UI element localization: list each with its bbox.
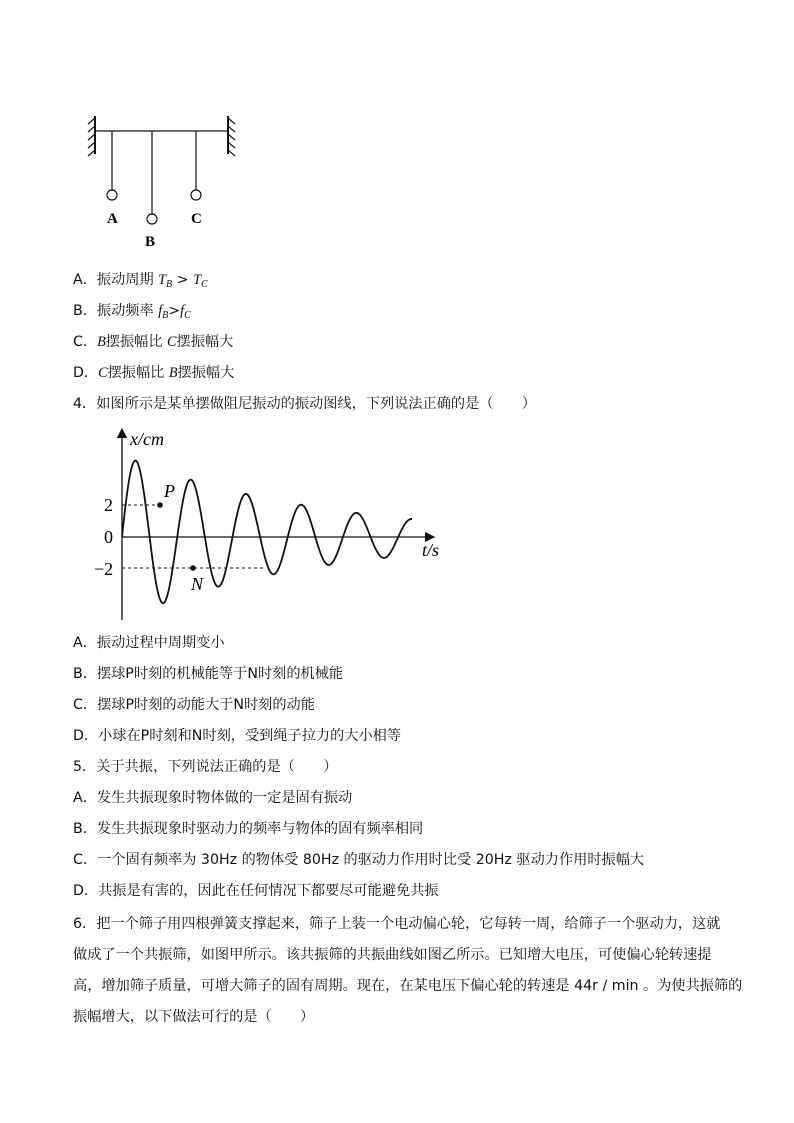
tick-label-zero: 0: [104, 527, 113, 547]
q5-option-a: A．发生共振现象时物体做的一定是固有振动: [73, 790, 353, 806]
q6-line-4: 振幅增大，以下做法可行的是（ ）: [73, 1009, 315, 1025]
pendulum-label-b: B: [145, 234, 156, 250]
q4-option-d: D．小球在P时刻和N时刻，受到绳子拉力的大小相等: [73, 728, 402, 744]
q6-line-3: 高，增加筛子质量，可增大筛子的固有周期。现在，在某电压下偏心轮的转速是 44r / min 。为使共振筛的: [73, 978, 743, 994]
q5-stem: 5．关于共振，下列说法正确的是（ ）: [73, 759, 338, 775]
pendulum-label-a: A: [107, 211, 118, 227]
tick-label-pos: 2: [104, 495, 113, 515]
y-axis-label: x/cm: [130, 429, 164, 449]
q3-option-a: A．振动周期 $T_B > T_C$: [73, 272, 208, 290]
q6-line-1: 6．把一个筛子用四根弹簧支撑起来，筛子上装一个电动偏心轮，它每转一周，给筛子一个驱动力，这就: [73, 916, 721, 932]
q6-line-2: 做成了一个共振筛，如图甲所示。该共振筛的共振曲线如图乙所示。已知增大电压，可使偏心轮转速提: [73, 947, 712, 963]
q4-option-b: B．摆球P时刻的机械能等于N时刻的机械能: [73, 666, 344, 682]
point-p-marker: [157, 502, 163, 508]
q4-stem: 4．如图所示是某单摆做阻尼振动的振动图线，下列说法正确的是（ ）: [73, 396, 537, 412]
point-n-label: N: [191, 574, 204, 594]
point-n-marker: [190, 565, 196, 571]
q4-option-a: A．振动过程中周期变小: [73, 635, 225, 651]
q3-option-c: C．B摆振幅比 C摆振幅大: [73, 334, 234, 350]
q5-option-d: D．共振是有害的，因此在任何情况下都要尽可能避免共振: [73, 883, 439, 899]
damped-oscillation-graph: [94, 425, 460, 625]
x-axis-label: t/s: [422, 540, 440, 560]
q3-option-b: B．振动频率 $f_B>f_C$: [73, 303, 191, 321]
q5-option-c: C．一个固有频率为 30Hz 的物体受 80Hz 的驱动力作用时比受 20Hz 驱动力作用时振幅大: [73, 852, 645, 868]
tick-label-neg: −2: [94, 559, 114, 579]
point-p-label: P: [164, 481, 175, 501]
pendulum-figure: [78, 110, 248, 255]
pendulum-label-c: C: [191, 211, 202, 227]
q3-option-d: D．C摆振幅比 B摆振幅大: [73, 365, 235, 381]
q4-option-c: C．摆球P时刻的动能大于N时刻的动能: [73, 697, 315, 713]
q5-option-b: B．发生共振现象时驱动力的频率与物体的固有频率相同: [73, 821, 424, 837]
